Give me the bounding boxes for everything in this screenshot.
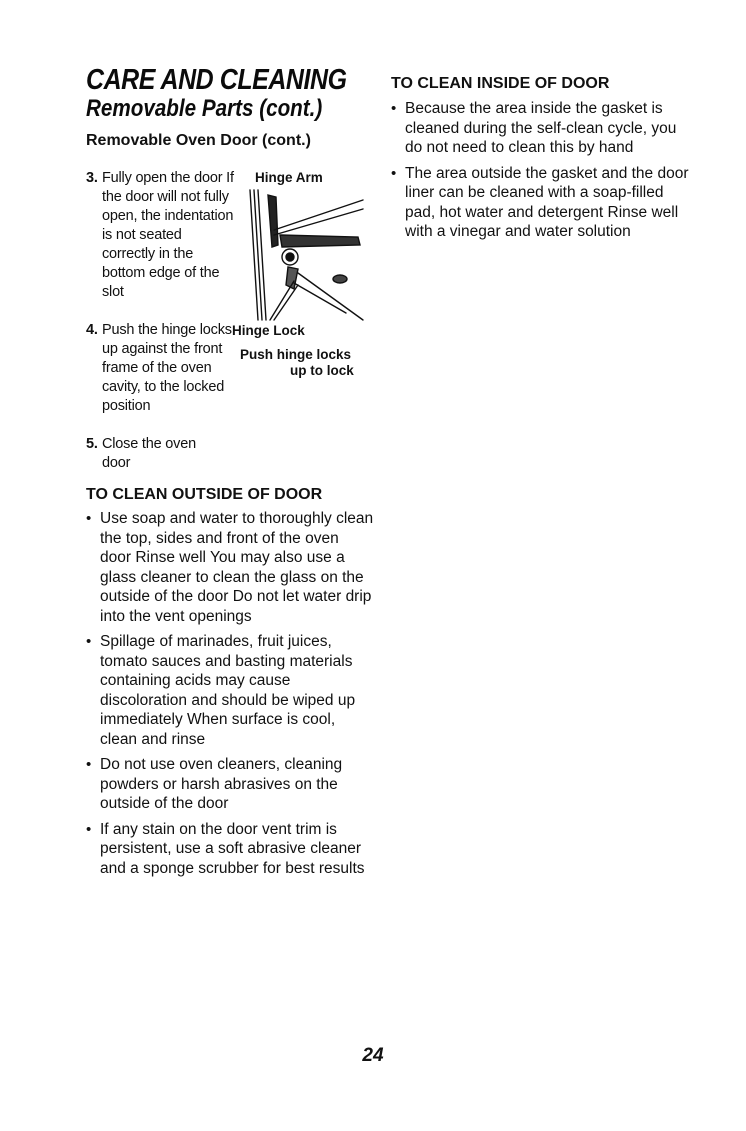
step-number: 4. xyxy=(86,322,98,338)
diagram-caption-line1: Push hinge locks xyxy=(240,347,352,362)
diagram-caption-line2: up to lock xyxy=(290,363,354,378)
step-number: 3. xyxy=(86,170,98,186)
step-number: 5. xyxy=(86,436,98,452)
bullet-icon: • xyxy=(86,820,92,838)
list-item: • The area outside the gasket and the door liner can be cleaned with a soap-filled pad, hot water and detergent Rinse well with a vinegar and water solution xyxy=(391,164,689,240)
bullet-icon: • xyxy=(391,164,397,182)
section-title-inside-door: TO CLEAN INSIDE OF DOOR xyxy=(391,75,610,92)
list-item: • Do not use oven cleaners, cleaning powders or harsh abrasives on the outside of the door xyxy=(86,756,343,812)
bullet-icon: • xyxy=(391,100,397,117)
section-title-outside-door: TO CLEAN OUTSIDE OF DOOR xyxy=(86,486,323,503)
step-text: Close the oven door xyxy=(102,436,196,471)
list-item: • Spillage of marinades, fruit juices, tomato sauces and basting materials containing acids may cause discoloration and should be wiped up immediately When surface is cool, clean and rinse xyxy=(86,633,356,748)
page-number: 24 xyxy=(362,1045,384,1066)
step-3 xyxy=(86,169,236,302)
step-5 xyxy=(86,435,216,473)
page-title: CARE AND CLEANING xyxy=(86,64,347,96)
list-item: • Use soap and water to thoroughly clean the top, sides and front of the oven door Rinse well You may also use a glass cleaner to clean the glass on the outside of the door Do not let water drip into the vent openings xyxy=(86,510,374,625)
list-item: • If any stain on the door vent trim is persistent, use a soft abrasive cleaner and a sponge scrubber for best results xyxy=(86,820,365,877)
hinge-lock-illustration xyxy=(228,185,368,325)
inside-door-list xyxy=(389,99,689,248)
outside-door-list xyxy=(84,509,374,884)
step-4 xyxy=(86,321,236,416)
page-subtitle: Removable Parts (cont.) xyxy=(86,95,323,122)
bullet-icon: • xyxy=(86,756,92,773)
step-text: Fully open the door If the door will not fully open, the indentation is not seated correctly in the bottom edge of the slot xyxy=(102,170,234,300)
list-item: • Because the area inside the gasket is cleaned during the self-clean cycle, you do not need to clean this by hand xyxy=(391,100,677,156)
hinge-lock-label: Hinge Lock xyxy=(232,323,305,338)
step-text: Push the hinge locks up against the front frame of the oven cavity, to the locked position xyxy=(102,322,232,414)
bullet-icon: • xyxy=(86,510,92,527)
hinge-arm-label: Hinge Arm xyxy=(255,170,323,185)
bullet-icon: • xyxy=(86,633,92,650)
section-title-removable-door: Removable Oven Door (cont.) xyxy=(86,132,311,149)
